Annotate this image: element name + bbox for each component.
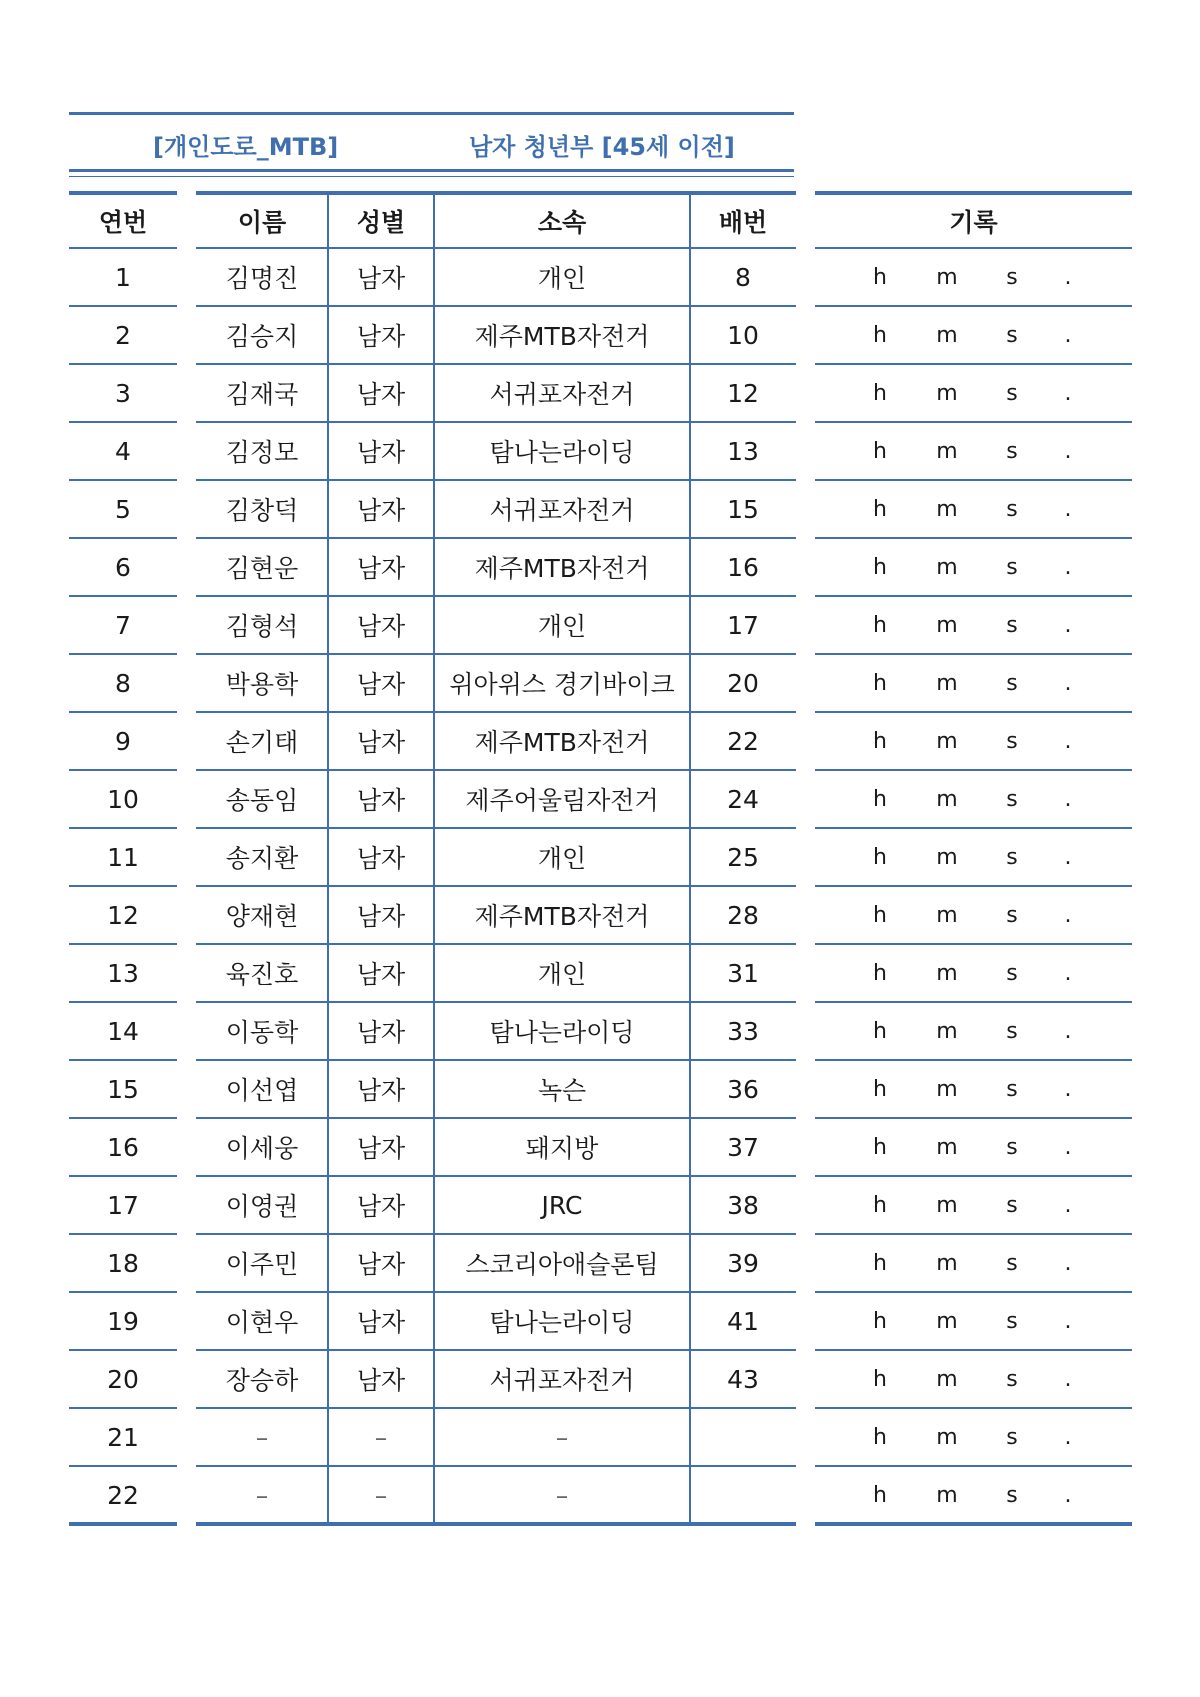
record-unit-dot: . xyxy=(1064,496,1072,522)
row-line-2 xyxy=(815,479,1132,481)
record-unit-m: m xyxy=(936,380,958,406)
header-club: 소속 xyxy=(537,207,587,237)
cell-bib: 31 xyxy=(727,958,759,988)
row-line-2 xyxy=(815,943,1132,945)
cell-no: 12 xyxy=(107,900,139,930)
record-unit-dot: . xyxy=(1064,960,1072,986)
record-unit-m: m xyxy=(936,1018,958,1044)
record-unit-s: s xyxy=(1006,264,1018,290)
record-unit-m: m xyxy=(936,496,958,522)
table-top-line-2 xyxy=(815,191,1132,195)
category-title: [개인도로_MTB] xyxy=(153,133,339,161)
record-unit-dot: . xyxy=(1064,1192,1072,1218)
record-unit-m: m xyxy=(936,786,958,812)
cell-gender: 남자 xyxy=(356,554,406,583)
cell-bib: 38 xyxy=(727,1190,759,1220)
cell-club: 제주MTB자전거 xyxy=(474,322,650,351)
record-unit-dot: . xyxy=(1064,264,1072,290)
cell-no: 11 xyxy=(107,842,139,872)
cell-gender: 남자 xyxy=(356,1250,406,1279)
header-bottom-line-2 xyxy=(815,247,1132,249)
table-top-line-1 xyxy=(196,191,796,195)
cell-gender: 남자 xyxy=(356,496,406,525)
cell-no: 19 xyxy=(107,1306,139,1336)
cell-club: 탐나는라이딩 xyxy=(489,438,635,467)
cell-club: 개인 xyxy=(537,264,587,293)
record-unit-dot: . xyxy=(1064,1482,1072,1508)
record-unit-s: s xyxy=(1006,554,1018,580)
record-unit-m: m xyxy=(936,1076,958,1102)
cell-gender: 남자 xyxy=(356,1308,406,1337)
cell-no: 21 xyxy=(107,1422,139,1452)
cell-gender: 남자 xyxy=(356,1018,406,1047)
cell-club: 돼지방 xyxy=(525,1134,599,1163)
row-line-2 xyxy=(815,711,1132,713)
cell-bib: 16 xyxy=(727,552,759,582)
record-unit-s: s xyxy=(1006,1134,1018,1160)
record-unit-h: h xyxy=(873,1076,887,1102)
row-line-2 xyxy=(815,1001,1132,1003)
cell-name: 김형석 xyxy=(225,612,299,641)
cell-no: 5 xyxy=(115,494,131,524)
record-unit-dot: . xyxy=(1064,844,1072,870)
record-unit-s: s xyxy=(1006,670,1018,696)
column-divider-0 xyxy=(327,193,329,1524)
record-unit-h: h xyxy=(873,496,887,522)
cell-no: 14 xyxy=(107,1016,139,1046)
cell-gender: 남자 xyxy=(356,728,406,757)
record-unit-h: h xyxy=(873,380,887,406)
cell-bib: 36 xyxy=(727,1074,759,1104)
record-unit-m: m xyxy=(936,670,958,696)
record-unit-s: s xyxy=(1006,960,1018,986)
cell-club: – xyxy=(555,1422,569,1452)
cell-gender: 남자 xyxy=(356,1366,406,1395)
cell-gender: 남자 xyxy=(356,844,406,873)
record-unit-h: h xyxy=(873,1482,887,1508)
cell-no: 4 xyxy=(115,436,131,466)
record-unit-s: s xyxy=(1006,728,1018,754)
record-unit-m: m xyxy=(936,1192,958,1218)
cell-name: 육진호 xyxy=(225,960,299,989)
record-unit-dot: . xyxy=(1064,322,1072,348)
record-unit-m: m xyxy=(936,554,958,580)
record-unit-dot: . xyxy=(1064,554,1072,580)
cell-bib: 33 xyxy=(727,1016,759,1046)
cell-bib: 39 xyxy=(727,1248,759,1278)
column-divider-2 xyxy=(689,193,691,1524)
cell-gender: 남자 xyxy=(356,902,406,931)
cell-gender: 남자 xyxy=(356,612,406,641)
row-line-2 xyxy=(815,537,1132,539)
cell-no: 22 xyxy=(107,1480,139,1510)
cell-gender: – xyxy=(374,1422,388,1452)
cell-name: 이동학 xyxy=(225,1018,299,1047)
cell-no: 7 xyxy=(115,610,131,640)
record-unit-s: s xyxy=(1006,612,1018,638)
record-unit-m: m xyxy=(936,322,958,348)
cell-gender: 남자 xyxy=(356,1192,406,1221)
cell-no: 1 xyxy=(115,262,131,292)
cell-name: 이영권 xyxy=(225,1192,299,1221)
cell-no: 9 xyxy=(115,726,131,756)
cell-no: 8 xyxy=(115,668,131,698)
row-line-2 xyxy=(815,595,1132,597)
record-unit-m: m xyxy=(936,264,958,290)
cell-name: 이세웅 xyxy=(225,1134,299,1163)
record-unit-h: h xyxy=(873,728,887,754)
cell-no: 20 xyxy=(107,1364,139,1394)
record-unit-h: h xyxy=(873,554,887,580)
record-unit-h: h xyxy=(873,670,887,696)
record-unit-s: s xyxy=(1006,1076,1018,1102)
cell-club: – xyxy=(555,1480,569,1510)
record-unit-dot: . xyxy=(1064,380,1072,406)
cell-club: 제주MTB자전거 xyxy=(474,554,650,583)
cell-gender: 남자 xyxy=(356,670,406,699)
record-unit-m: m xyxy=(936,728,958,754)
cell-bib: 37 xyxy=(727,1132,759,1162)
cell-bib: 41 xyxy=(727,1306,759,1336)
row-line-2 xyxy=(815,885,1132,887)
cell-bib: 20 xyxy=(727,668,759,698)
table-bottom-line-2 xyxy=(815,1522,1132,1526)
row-line-2 xyxy=(815,1175,1132,1177)
cell-bib: 25 xyxy=(727,842,759,872)
record-unit-h: h xyxy=(873,1366,887,1392)
cell-bib: 28 xyxy=(727,900,759,930)
row-line-2 xyxy=(815,1291,1132,1293)
cell-gender: 남자 xyxy=(356,322,406,351)
row-line-2 xyxy=(815,1465,1132,1467)
cell-name: – xyxy=(255,1480,269,1510)
cell-no: 17 xyxy=(107,1190,139,1220)
record-unit-s: s xyxy=(1006,1308,1018,1334)
row-line-2 xyxy=(815,305,1132,307)
cell-name: 박용학 xyxy=(225,670,299,699)
row-line-2 xyxy=(815,769,1132,771)
record-unit-s: s xyxy=(1006,1482,1018,1508)
cell-club: 제주MTB자전거 xyxy=(474,902,650,931)
cell-gender: 남자 xyxy=(356,960,406,989)
record-unit-s: s xyxy=(1006,380,1018,406)
cell-club: 탐나는라이딩 xyxy=(489,1018,635,1047)
record-unit-s: s xyxy=(1006,1250,1018,1276)
cell-name: 송지환 xyxy=(225,844,299,873)
record-unit-s: s xyxy=(1006,1192,1018,1218)
table-top-line-0 xyxy=(69,191,177,195)
record-unit-m: m xyxy=(936,1482,958,1508)
row-line-2 xyxy=(815,653,1132,655)
cell-bib: 10 xyxy=(727,320,759,350)
record-unit-h: h xyxy=(873,612,887,638)
header-name: 이름 xyxy=(237,207,287,237)
record-unit-dot: . xyxy=(1064,1366,1072,1392)
cell-bib: 13 xyxy=(727,436,759,466)
cell-bib xyxy=(690,1408,796,1466)
record-unit-dot: . xyxy=(1064,1424,1072,1450)
cell-bib xyxy=(690,1466,796,1524)
row-line-2 xyxy=(815,1233,1132,1235)
cell-name: 이선엽 xyxy=(225,1076,299,1105)
record-unit-m: m xyxy=(936,1250,958,1276)
cell-club: 서귀포자전거 xyxy=(489,380,635,409)
cell-name: 김창덕 xyxy=(225,496,299,525)
cell-name: 이주민 xyxy=(225,1250,299,1279)
record-unit-h: h xyxy=(873,960,887,986)
record-unit-dot: . xyxy=(1064,438,1072,464)
cell-bib: 43 xyxy=(727,1364,759,1394)
cell-no: 18 xyxy=(107,1248,139,1278)
record-unit-m: m xyxy=(936,844,958,870)
cell-bib: 22 xyxy=(727,726,759,756)
record-unit-s: s xyxy=(1006,786,1018,812)
record-unit-h: h xyxy=(873,322,887,348)
cell-club: 녹슨 xyxy=(537,1076,587,1105)
row-line-2 xyxy=(815,827,1132,829)
cell-bib: 15 xyxy=(727,494,759,524)
record-unit-s: s xyxy=(1006,1424,1018,1450)
record-unit-h: h xyxy=(873,1018,887,1044)
record-unit-m: m xyxy=(936,1308,958,1334)
record-unit-h: h xyxy=(873,1250,887,1276)
cell-club: 서귀포자전거 xyxy=(489,1366,635,1395)
row-line-2 xyxy=(815,1059,1132,1061)
record-unit-dot: . xyxy=(1064,670,1072,696)
cell-gender: 남자 xyxy=(356,1134,406,1163)
row-line-2 xyxy=(815,1349,1132,1351)
record-unit-h: h xyxy=(873,1192,887,1218)
cell-name: – xyxy=(255,1422,269,1452)
cell-club: 탐나는라이딩 xyxy=(489,1308,635,1337)
cell-club: 스코리아애슬론팀 xyxy=(465,1250,659,1279)
record-unit-s: s xyxy=(1006,844,1018,870)
cell-club: 위아위스 경기바이크 xyxy=(449,670,675,699)
cell-name: 김명진 xyxy=(225,264,299,293)
record-unit-h: h xyxy=(873,902,887,928)
cell-name: 송동임 xyxy=(225,786,299,815)
record-unit-m: m xyxy=(936,960,958,986)
cell-name: 손기태 xyxy=(225,728,299,757)
cell-no: 3 xyxy=(115,378,131,408)
cell-gender: 남자 xyxy=(356,786,406,815)
cell-club: JRC xyxy=(541,1190,583,1220)
record-unit-m: m xyxy=(936,612,958,638)
record-unit-s: s xyxy=(1006,438,1018,464)
cell-name: 이현우 xyxy=(225,1308,299,1337)
cell-no: 13 xyxy=(107,958,139,988)
cell-gender: 남자 xyxy=(356,438,406,467)
cell-club: 제주MTB자전거 xyxy=(474,728,650,757)
row-line-2 xyxy=(815,421,1132,423)
record-unit-h: h xyxy=(873,438,887,464)
record-unit-dot: . xyxy=(1064,1134,1072,1160)
cell-gender: – xyxy=(374,1480,388,1510)
record-unit-h: h xyxy=(873,1308,887,1334)
record-unit-h: h xyxy=(873,786,887,812)
record-unit-h: h xyxy=(873,844,887,870)
record-unit-s: s xyxy=(1006,1366,1018,1392)
record-unit-dot: . xyxy=(1064,612,1072,638)
cell-bib: 8 xyxy=(735,262,751,292)
cell-gender: 남자 xyxy=(356,1076,406,1105)
division-title: 남자 청년부 [45세 이전] xyxy=(469,133,735,161)
cell-no: 16 xyxy=(107,1132,139,1162)
cell-club: 개인 xyxy=(537,844,587,873)
record-unit-dot: . xyxy=(1064,1076,1072,1102)
title-band xyxy=(69,112,794,172)
record-unit-dot: . xyxy=(1064,1250,1072,1276)
table-bottom-line-1 xyxy=(196,1522,796,1526)
cell-club: 제주어울림자전거 xyxy=(465,786,659,815)
cell-bib: 12 xyxy=(727,378,759,408)
cell-name: 김현운 xyxy=(225,554,299,583)
cell-no: 10 xyxy=(107,784,139,814)
record-unit-m: m xyxy=(936,438,958,464)
cell-gender: 남자 xyxy=(356,380,406,409)
record-unit-s: s xyxy=(1006,902,1018,928)
record-unit-m: m xyxy=(936,902,958,928)
header-record: 기록 xyxy=(949,207,998,237)
cell-gender: 남자 xyxy=(356,264,406,293)
record-unit-dot: . xyxy=(1064,786,1072,812)
record-unit-m: m xyxy=(936,1134,958,1160)
cell-name: 장승하 xyxy=(225,1366,299,1395)
cell-club: 개인 xyxy=(537,612,587,641)
record-unit-h: h xyxy=(873,264,887,290)
cell-no: 2 xyxy=(115,320,131,350)
header-bib: 배번 xyxy=(718,207,768,237)
row-line-2 xyxy=(815,1407,1132,1409)
cell-name: 김정모 xyxy=(225,438,299,467)
table-bottom-line-0 xyxy=(69,1522,177,1526)
header-gender: 성별 xyxy=(356,207,406,237)
record-unit-m: m xyxy=(936,1366,958,1392)
cell-bib: 24 xyxy=(727,784,759,814)
cell-name: 양재현 xyxy=(225,902,299,931)
record-unit-dot: . xyxy=(1064,902,1072,928)
row-line-2 xyxy=(815,1117,1132,1119)
cell-bib: 17 xyxy=(727,610,759,640)
cell-name: 김재국 xyxy=(225,380,299,409)
record-unit-h: h xyxy=(873,1424,887,1450)
record-unit-dot: . xyxy=(1064,728,1072,754)
header-no: 연번 xyxy=(98,207,148,237)
record-unit-s: s xyxy=(1006,496,1018,522)
record-unit-s: s xyxy=(1006,1018,1018,1044)
cell-club: 개인 xyxy=(537,960,587,989)
record-unit-dot: . xyxy=(1064,1018,1072,1044)
record-unit-h: h xyxy=(873,1134,887,1160)
row-line-2 xyxy=(815,363,1132,365)
cell-club: 서귀포자전거 xyxy=(489,496,635,525)
cell-no: 6 xyxy=(115,552,131,582)
record-unit-m: m xyxy=(936,1424,958,1450)
column-divider-1 xyxy=(433,193,435,1524)
record-unit-s: s xyxy=(1006,322,1018,348)
cell-no: 15 xyxy=(107,1074,139,1104)
cell-name: 김승지 xyxy=(225,322,299,351)
record-unit-dot: . xyxy=(1064,1308,1072,1334)
